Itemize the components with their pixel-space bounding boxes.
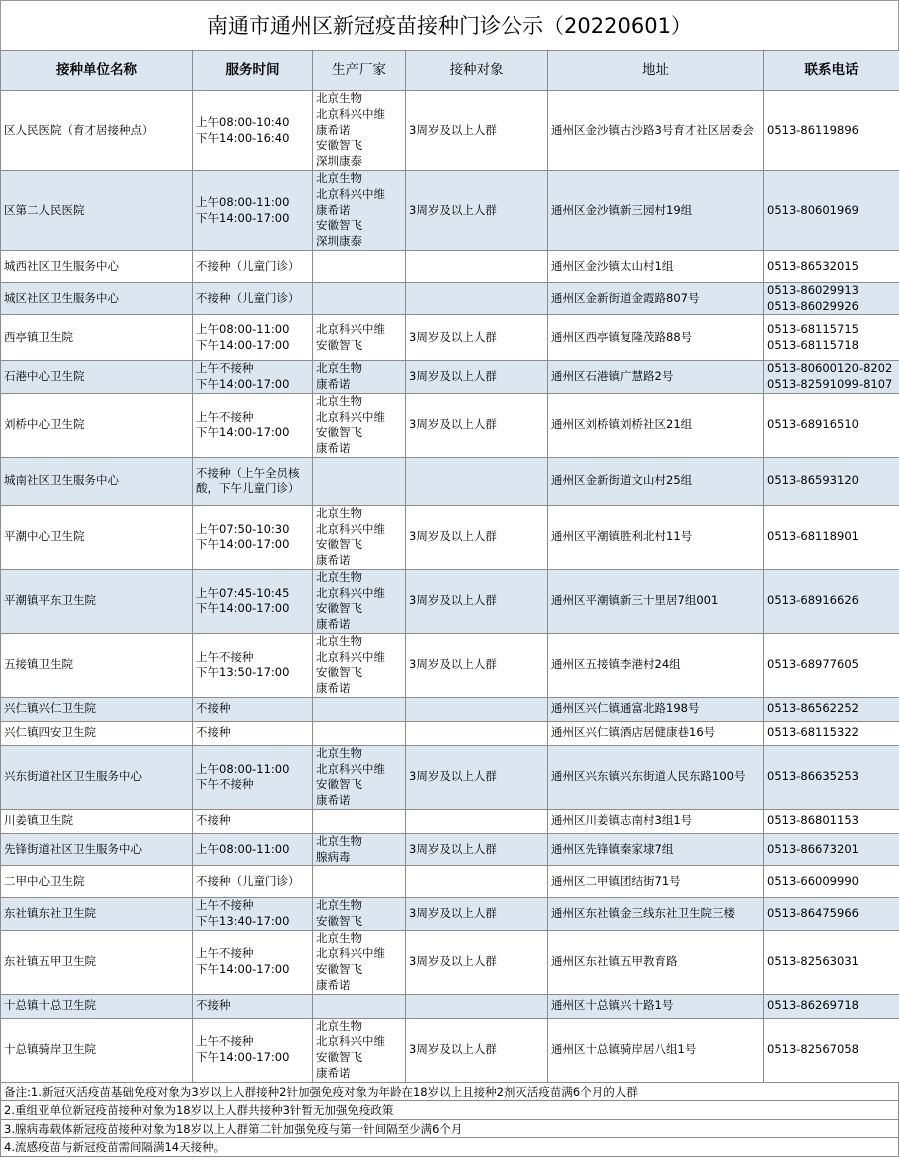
cell-name: 东社镇五甲卫生院: [1, 930, 193, 994]
cell-name: 五接镇卫生院: [1, 633, 193, 697]
cell-maker: [313, 283, 406, 315]
cell-address: 通州区石港镇广慧路2号: [548, 361, 764, 393]
cell-target: 3周岁及以上人群: [406, 833, 548, 865]
table-row: [1, 697, 899, 721]
cell-phone: 0513-86119896: [764, 91, 899, 171]
cell-maker: [313, 457, 406, 505]
cell-name: 川姜镇卫生院: [1, 809, 193, 833]
cell-maker: [313, 809, 406, 833]
cell-maker: [313, 866, 406, 898]
cell-maker: 北京生物 腺病毒: [313, 833, 406, 865]
cell-time: 不接种: [193, 721, 313, 745]
cell-target: [406, 809, 548, 833]
table-row: [1, 569, 899, 633]
cell-phone: 0513-82567058: [764, 1018, 899, 1082]
cell-phone: 0513-68916510: [764, 393, 899, 457]
note-line: 备注:1.新冠灭活疫苗基础免疫对象为3岁以上人群接种2针加强免疫对象为年龄在18岁以上且接种2剂灭活疫苗满6个月的人群: [0, 1083, 899, 1102]
cell-phone: 0513-80601969: [764, 171, 899, 251]
table-row: [1, 930, 899, 994]
cell-target: 3周岁及以上人群: [406, 745, 548, 809]
cell-target: 3周岁及以上人群: [406, 633, 548, 697]
cell-maker: 北京生物 北京科兴中维 康希诺 安徽智飞 深圳康泰: [313, 171, 406, 251]
cell-phone: 0513-80600120-8202 0513-82591099-8107: [764, 361, 899, 393]
cell-target: 3周岁及以上人群: [406, 315, 548, 361]
cell-maker: [313, 994, 406, 1018]
cell-name: 区人民医院（育才居接种点）: [1, 91, 193, 171]
cell-time: 上午07:45-10:45 下午14:00-17:00: [193, 569, 313, 633]
cell-name: 兴仁镇兴仁卫生院: [1, 697, 193, 721]
cell-address: 通州区兴仁镇酒店居健康巷16号: [548, 721, 764, 745]
cell-name: 兴仁镇四安卫生院: [1, 721, 193, 745]
cell-time: 上午不接种 下午14:00-17:00: [193, 393, 313, 457]
cell-address: 通州区金新街道文山村25组: [548, 457, 764, 505]
cell-name: 区第二人民医院: [1, 171, 193, 251]
cell-maker: 北京生物 北京科兴中维 安徽智飞 康希诺: [313, 569, 406, 633]
cell-name: 平潮中心卫生院: [1, 505, 193, 569]
cell-maker: 北京生物 北京科兴中维 安徽智飞 康希诺: [313, 393, 406, 457]
table-row: [1, 633, 899, 697]
cell-name: 十总镇骑岸卫生院: [1, 1018, 193, 1082]
note-line: 2.重组亚单位新冠疫苗接种对象为18岁以上人群共接种3针暂无加强免疫政策: [0, 1101, 899, 1120]
table-row: [1, 866, 899, 898]
cell-address: 通州区刘桥镇刘桥社区21组: [548, 393, 764, 457]
cell-maker: 北京生物 北京科兴中维 安徽智飞 康希诺: [313, 1018, 406, 1082]
cell-target: [406, 457, 548, 505]
cell-phone: 0513-68916626: [764, 569, 899, 633]
table-row: [1, 91, 899, 171]
cell-address: 通州区东社镇金三线东社卫生院三楼: [548, 898, 764, 930]
cell-maker: 北京生物 安徽智飞: [313, 898, 406, 930]
cell-address: 通州区十总镇兴十路1号: [548, 994, 764, 1018]
table-row: [1, 809, 899, 833]
table-body: [1, 91, 899, 1083]
cell-phone: 0513-86593120: [764, 457, 899, 505]
cell-target: 3周岁及以上人群: [406, 930, 548, 994]
cell-target: 3周岁及以上人群: [406, 505, 548, 569]
cell-phone: 0513-68115715 0513-68115718: [764, 315, 899, 361]
cell-address: 通州区平潮镇新三十里居7组001: [548, 569, 764, 633]
cell-maker: [313, 697, 406, 721]
cell-target: [406, 994, 548, 1018]
table-row: [1, 505, 899, 569]
cell-target: [406, 283, 548, 315]
cell-maker: 北京生物 康希诺: [313, 361, 406, 393]
cell-target: 3周岁及以上人群: [406, 1018, 548, 1082]
cell-target: 3周岁及以上人群: [406, 393, 548, 457]
cell-time: 上午08:00-11:00 下午14:00-17:00: [193, 315, 313, 361]
cell-phone: 0513-86801153: [764, 809, 899, 833]
cell-time: 不接种（儿童门诊）: [193, 283, 313, 315]
cell-name: 兴东街道社区卫生服务中心: [1, 745, 193, 809]
cell-phone: 0513-86673201: [764, 833, 899, 865]
cell-address: 通州区西亭镇复隆茂路88号: [548, 315, 764, 361]
table-row: [1, 721, 899, 745]
cell-maker: 北京生物 北京科兴中维 安徽智飞 康希诺: [313, 633, 406, 697]
table-row: [1, 457, 899, 505]
cell-target: [406, 721, 548, 745]
table-row: [1, 315, 899, 361]
cell-target: 3周岁及以上人群: [406, 569, 548, 633]
cell-phone: 0513-82563031: [764, 930, 899, 994]
cell-address: 通州区先锋镇秦家埭7组: [548, 833, 764, 865]
cell-target: 3周岁及以上人群: [406, 91, 548, 171]
cell-phone: 0513-68115322: [764, 721, 899, 745]
cell-address: 通州区十总镇骑岸居八组1号: [548, 1018, 764, 1082]
cell-maker: [313, 721, 406, 745]
cell-address: 通州区金沙镇古沙路3号育才社区居委会: [548, 91, 764, 171]
cell-maker: 北京科兴中维 安徽智飞: [313, 315, 406, 361]
cell-name: 石港中心卫生院: [1, 361, 193, 393]
cell-time: 上午不接种 下午13:50-17:00: [193, 633, 313, 697]
cell-name: 二甲中心卫生院: [1, 866, 193, 898]
table-row: [1, 833, 899, 865]
cell-phone: 0513-86269718: [764, 994, 899, 1018]
cell-time: 不接种（上午全员核酸，下午儿童门诊）: [193, 457, 313, 505]
cell-target: [406, 697, 548, 721]
clinic-table: [0, 50, 899, 1083]
table-row: [1, 283, 899, 315]
page-title: 南通市通州区新冠疫苗接种门诊公示（20220601）: [0, 0, 899, 50]
col-header-time: 服务时间: [193, 51, 313, 91]
col-header-address: 地址: [548, 51, 764, 91]
cell-time: 上午不接种 下午14:00-17:00: [193, 361, 313, 393]
cell-time: 上午08:00-11:00: [193, 833, 313, 865]
cell-phone: 0513-86475966: [764, 898, 899, 930]
table-row: [1, 393, 899, 457]
table-row: [1, 745, 899, 809]
cell-address: 通州区五接镇李港村24组: [548, 633, 764, 697]
cell-name: 城西社区卫生服务中心: [1, 251, 193, 283]
cell-time: 上午08:00-11:00 下午不接种: [193, 745, 313, 809]
cell-maker: 北京生物 北京科兴中维 安徽智飞 康希诺: [313, 930, 406, 994]
col-header-name: 接种单位名称: [1, 51, 193, 91]
cell-time: 上午不接种 下午14:00-17:00: [193, 930, 313, 994]
cell-name: 十总镇十总卫生院: [1, 994, 193, 1018]
cell-phone: 0513-68977605: [764, 633, 899, 697]
cell-address: 通州区平潮镇胜利北村11号: [548, 505, 764, 569]
table-row: [1, 1018, 899, 1082]
cell-name: 刘桥中心卫生院: [1, 393, 193, 457]
cell-name: 西亭镇卫生院: [1, 315, 193, 361]
notes-section: [0, 1083, 899, 1157]
cell-name: 先锋街道社区卫生服务中心: [1, 833, 193, 865]
cell-target: 3周岁及以上人群: [406, 898, 548, 930]
table-row: [1, 171, 899, 251]
cell-maker: [313, 251, 406, 283]
cell-name: 城南社区卫生服务中心: [1, 457, 193, 505]
cell-phone: 0513-86635253: [764, 745, 899, 809]
cell-time: 不接种: [193, 697, 313, 721]
cell-address: 通州区兴东镇兴东街道人民东路100号: [548, 745, 764, 809]
cell-address: 通州区金新街道金霞路807号: [548, 283, 764, 315]
cell-maker: 北京生物 北京科兴中维 安徽智飞 康希诺: [313, 505, 406, 569]
table-row: [1, 251, 899, 283]
table-row: [1, 361, 899, 393]
cell-address: 通州区东社镇五甲教育路: [548, 930, 764, 994]
cell-time: 不接种: [193, 809, 313, 833]
cell-time: 上午07:50-10:30 下午14:00-17:00: [193, 505, 313, 569]
cell-time: 不接种（儿童门诊）: [193, 251, 313, 283]
cell-time: 上午不接种 下午14:00-17:00: [193, 1018, 313, 1082]
cell-address: 通州区川姜镇志南村3组1号: [548, 809, 764, 833]
cell-maker: 北京生物 北京科兴中维 安徽智飞 康希诺: [313, 745, 406, 809]
cell-target: 3周岁及以上人群: [406, 361, 548, 393]
cell-phone: 0513-86029913 0513-86029926: [764, 283, 899, 315]
table-row: [1, 994, 899, 1018]
cell-name: 平潮镇平东卫生院: [1, 569, 193, 633]
cell-target: [406, 866, 548, 898]
cell-phone: 0513-86562252: [764, 697, 899, 721]
col-header-phone: 联系电话: [764, 51, 899, 91]
cell-phone: 0513-66009990: [764, 866, 899, 898]
cell-phone: 0513-86532015: [764, 251, 899, 283]
cell-name: 东社镇东社卫生院: [1, 898, 193, 930]
cell-address: 通州区兴仁镇通富北路198号: [548, 697, 764, 721]
cell-time: 上午08:00-10:40 下午14:00-16:40: [193, 91, 313, 171]
cell-address: 通州区金沙镇太山村1组: [548, 251, 764, 283]
cell-phone: 0513-68118901: [764, 505, 899, 569]
note-line: 3.腺病毒载体新冠疫苗接种对象为18岁以上人群第二针加强免疫与第一针间隔至少满6个月: [0, 1120, 899, 1139]
table-row: [1, 898, 899, 930]
table-header-row: [1, 51, 899, 91]
col-header-target: 接种对象: [406, 51, 548, 91]
cell-target: 3周岁及以上人群: [406, 171, 548, 251]
cell-address: 通州区二甲镇团结街71号: [548, 866, 764, 898]
cell-time: 不接种（儿童门诊）: [193, 866, 313, 898]
cell-target: [406, 251, 548, 283]
cell-time: 上午08:00-11:00 下午14:00-17:00: [193, 171, 313, 251]
cell-maker: 北京生物 北京科兴中维 康希诺 安徽智飞 深圳康泰: [313, 91, 406, 171]
cell-time: 上午不接种 下午13:40-17:00: [193, 898, 313, 930]
cell-name: 城区社区卫生服务中心: [1, 283, 193, 315]
note-line: 4.流感疫苗与新冠疫苗需间隔满14天接种。: [0, 1138, 899, 1157]
cell-time: 不接种: [193, 994, 313, 1018]
cell-address: 通州区金沙镇新三园村19组: [548, 171, 764, 251]
col-header-maker: 生产厂家: [313, 51, 406, 91]
